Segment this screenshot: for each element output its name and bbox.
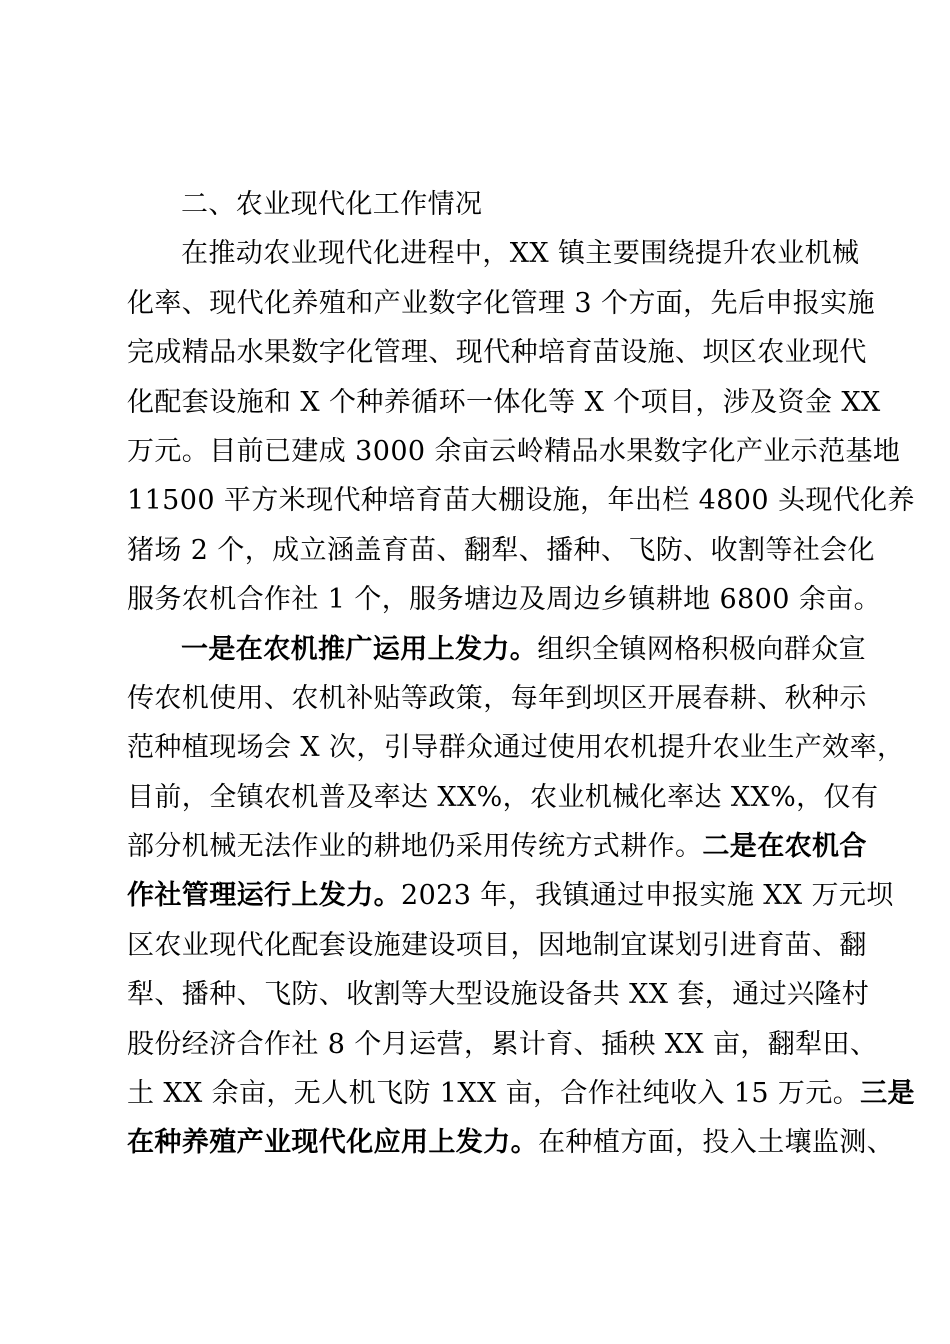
paragraph-line: 股份经济合作社 8 个月运营，累计育、插秧 XX 亩，翻犁田、 [127,1028,878,1060]
paragraph-line: 猪场 2 个，成立涵盖育苗、翻犁、播种、飞防、收割等社会化 [127,534,875,566]
paragraph-line: 区农业现代化配套设施建设项目，因地制宜谋划引进育苗、翻 [127,929,867,961]
paragraph-three-efforts [127,625,915,1168]
paragraph-line: 化率、现代化养殖和产业数字化管理 3 个方面，先后申报实施 [127,287,875,319]
paragraph-line [127,625,867,674]
paragraph-text: 组织全镇网格积极向群众宣 [537,633,867,665]
paragraph-line: 完成精品水果数字化管理、现代种培育苗设施、坝区农业现代 [127,337,867,369]
document-body [127,180,915,1168]
paragraph-line: 范种植现场会 X 次，引导群众通过使用农机提升农业生产效率， [127,732,905,764]
paragraph-line: 目前，全镇农机普及率达 XX%，农业机械化率达 XX%，仅有 [127,781,879,813]
paragraph-line [127,1118,895,1167]
paragraph-line: 化配套设施和 X 个种养循环一体化等 X 个项目，涉及资金 XX [127,386,881,418]
bold-lead-2-cont: 作社管理运行上发力。 [127,880,401,912]
paragraph-text: 2023 年，我镇通过申报实施 XX 万元坝 [401,880,894,912]
paragraph-agri-modernization [127,229,915,624]
bold-lead-1: 一是在农机推广运用上发力。 [181,633,538,665]
paragraph-line [127,1069,915,1118]
paragraph-line [127,822,867,871]
paragraph-line: 11500 平方米现代种培育苗大棚设施，年出栏 4800 头现代化养 [127,485,915,517]
paragraph-text: 土 XX 余亩，无人机飞防 1XX 亩，合作社纯收入 15 万元。 [127,1078,861,1110]
paragraph-line: 服务农机合作社 1 个，服务塘边及周边乡镇耕地 6800 余亩。 [127,584,882,616]
paragraph-line: 在推动农业现代化进程中，XX 镇主要围绕提升农业机械 [181,238,860,270]
paragraph-line: 万元。目前已建成 3000 余亩云岭精品水果数字化产业示范基地 [127,435,901,467]
paragraph-text: 在种植方面，投入土壤监测、 [538,1127,895,1159]
paragraph-text: 部分机械无法作业的耕地仍采用传统方式耕作。 [127,831,703,863]
bold-lead-3: 三是 [860,1078,915,1110]
bold-lead-3-cont: 在种养殖产业现代化应用上发力。 [127,1127,538,1159]
bold-lead-2: 二是在农机合 [702,831,867,863]
paragraph-line [127,871,894,920]
paragraph-line: 犁、播种、飞防、收割等大型设施设备共 XX 套，通过兴隆村 [127,979,870,1011]
paragraph-line: 传农机使用、农机补贴等政策，每年到坝区开展春耕、秋种示 [127,682,867,714]
section-heading: 二、农业现代化工作情况 [181,189,483,220]
